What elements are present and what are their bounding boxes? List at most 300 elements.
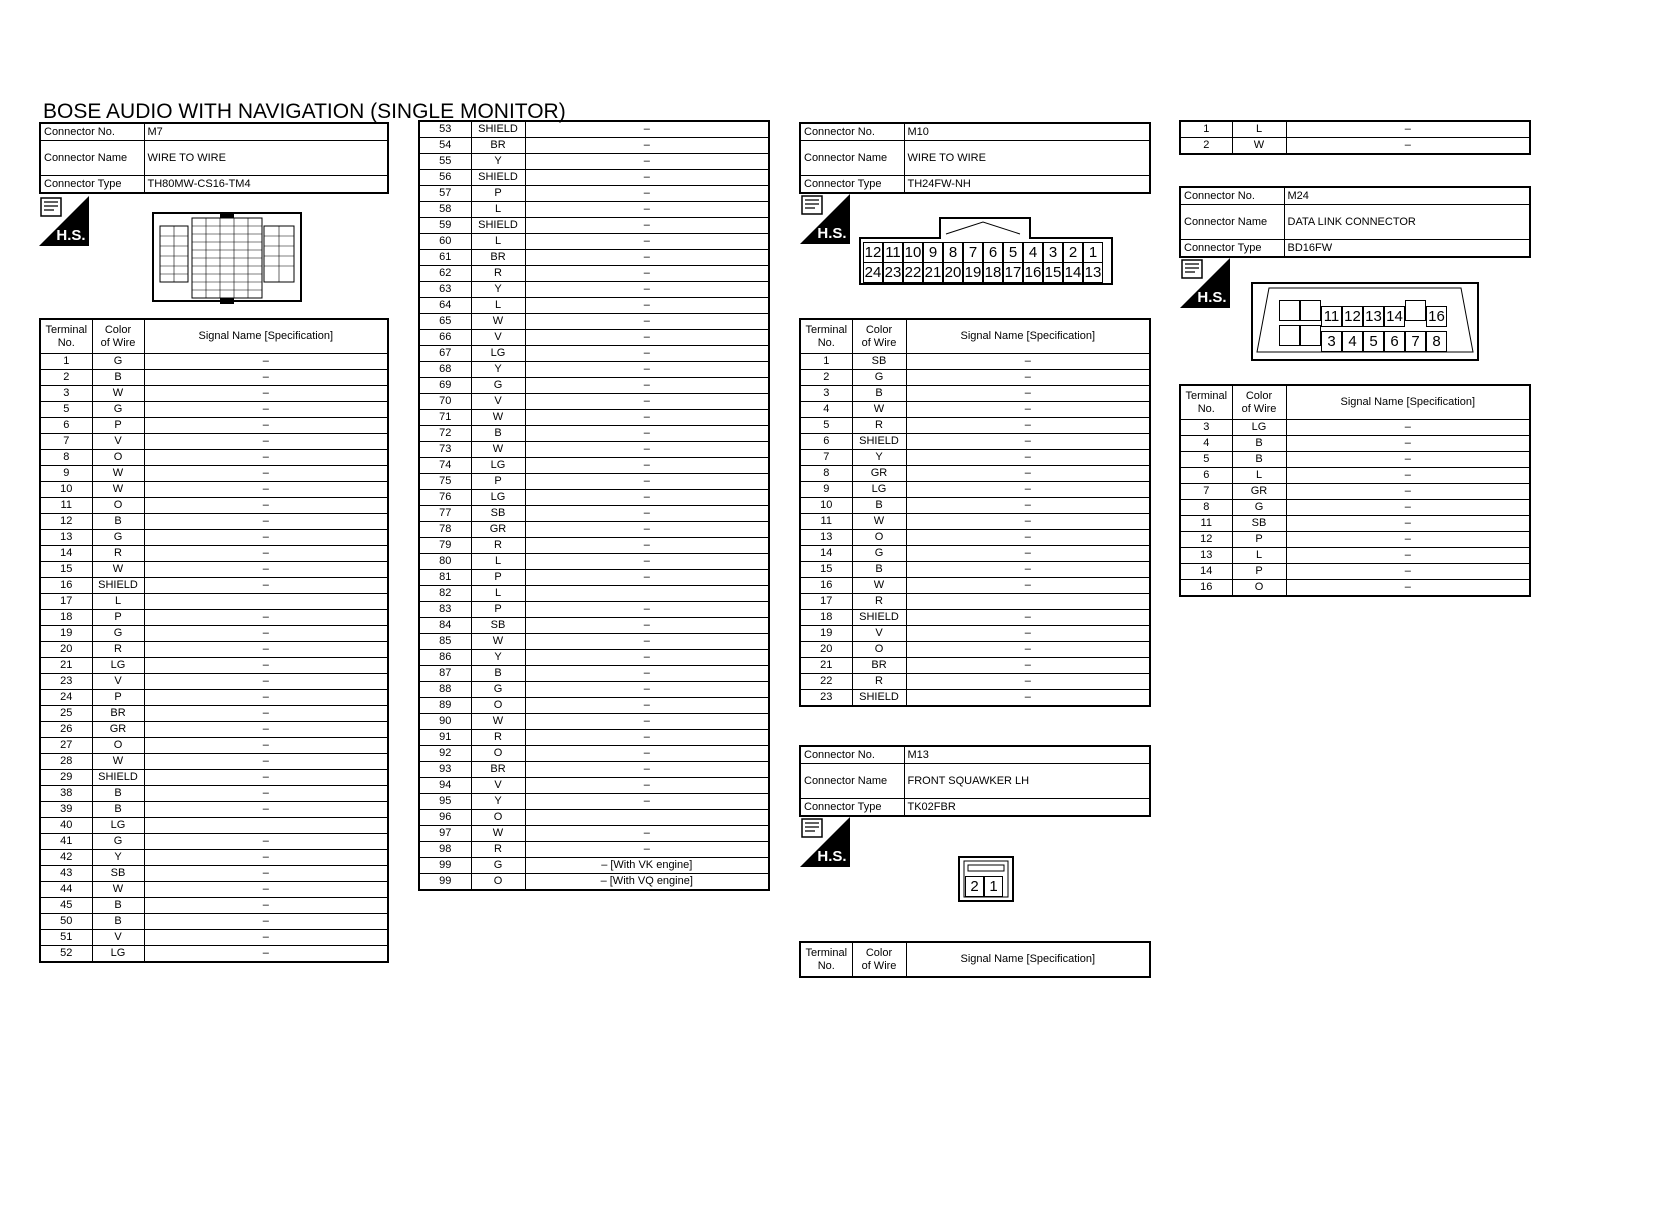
- signal-name-cell: –: [1286, 500, 1530, 516]
- connector-pin: 11: [883, 242, 903, 263]
- connector-type-label: Connector Type: [800, 799, 904, 817]
- signal-name-cell: –: [144, 482, 388, 498]
- terminal-no-cell: 2: [40, 370, 92, 386]
- signal-name-cell: –: [144, 754, 388, 770]
- signal-name-cell: –: [906, 354, 1150, 370]
- connector-name-label: Connector Name: [800, 764, 904, 799]
- signal-name-cell: –: [144, 946, 388, 963]
- signal-name-cell: –: [906, 674, 1150, 690]
- wire-color-cell: G: [471, 378, 525, 394]
- wire-color-cell: P: [92, 690, 144, 706]
- terminal-no-cell: 99: [419, 874, 471, 891]
- signal-name-cell: –: [906, 546, 1150, 562]
- connector-pin: [1279, 300, 1300, 321]
- terminal-no-cell: 12: [40, 514, 92, 530]
- terminal-no-cell: 6: [1180, 468, 1232, 484]
- table-row: [40, 434, 388, 450]
- m13-terminal-table-continued: [1179, 120, 1531, 155]
- connector-pin: 3: [1043, 242, 1063, 263]
- table-row: [419, 170, 769, 186]
- table-row: [40, 418, 388, 434]
- connector-no-label: Connector No.: [1180, 187, 1284, 205]
- signal-name-cell: –: [906, 562, 1150, 578]
- m7-connector-info: [39, 122, 389, 194]
- wire-color-cell: B: [852, 386, 906, 402]
- wire-color-cell: L: [1232, 121, 1286, 138]
- signal-name-cell: –: [906, 386, 1150, 402]
- wire-color-cell: P: [1232, 564, 1286, 580]
- terminal-no-cell: 6: [800, 434, 852, 450]
- wire-color-cell: P: [471, 602, 525, 618]
- table-row: [800, 562, 1150, 578]
- connector-pin: 6: [1384, 331, 1405, 352]
- table-row: [419, 394, 769, 410]
- signal-name-cell: –: [525, 506, 769, 522]
- table-row: [40, 402, 388, 418]
- terminal-no-cell: 18: [800, 610, 852, 626]
- connector-pin: 14: [1064, 264, 1082, 281]
- wire-color-cell: SB: [852, 354, 906, 370]
- wire-color-cell: R: [852, 418, 906, 434]
- terminal-no-cell: 17: [800, 594, 852, 610]
- wire-color-cell: W: [852, 578, 906, 594]
- wire-color-cell: O: [92, 450, 144, 466]
- wire-color-cell: GR: [852, 466, 906, 482]
- terminal-no-cell: 51: [40, 930, 92, 946]
- terminal-no-cell: 20: [800, 642, 852, 658]
- terminal-no-cell: 38: [40, 786, 92, 802]
- connector-name-value: DATA LINK CONNECTOR: [1284, 205, 1530, 240]
- signal-name-cell: –: [144, 402, 388, 418]
- table-row: [40, 802, 388, 818]
- signal-name-cell: –: [144, 802, 388, 818]
- wire-color-cell: G: [1232, 500, 1286, 516]
- signal-name-cell: –: [144, 418, 388, 434]
- terminal-no-cell: 75: [419, 474, 471, 490]
- signal-name-cell: –: [144, 786, 388, 802]
- hs-label: H.S.: [817, 848, 847, 865]
- wire-color-cell: V: [471, 778, 525, 794]
- table-row: [419, 650, 769, 666]
- m24-connector-info: [1179, 186, 1531, 258]
- wire-color-cell: P: [92, 610, 144, 626]
- terminal-no-cell: 65: [419, 314, 471, 330]
- table-row: [800, 482, 1150, 498]
- wire-color-cell: B: [1232, 452, 1286, 468]
- table-row: [1180, 564, 1530, 580]
- connector-no-value: M7: [144, 123, 388, 141]
- hs-label: H.S.: [56, 227, 86, 244]
- table-row: [419, 634, 769, 650]
- wire-color-cell: LG: [471, 346, 525, 362]
- table-row: [419, 522, 769, 538]
- terminal-no-header: Terminal No.: [800, 942, 852, 977]
- terminal-no-cell: 10: [800, 498, 852, 514]
- wire-color-cell: P: [471, 186, 525, 202]
- signal-name-cell: –: [525, 842, 769, 858]
- wire-color-cell: P: [471, 474, 525, 490]
- table-row: [419, 698, 769, 714]
- wire-color-cell: W: [852, 402, 906, 418]
- signal-name-cell: – [With VQ engine]: [525, 874, 769, 891]
- wire-color-cell: V: [92, 930, 144, 946]
- signal-name-cell: –: [144, 466, 388, 482]
- table-row: [40, 658, 388, 674]
- connector-pin: 13: [1363, 306, 1384, 327]
- table-row: [40, 786, 388, 802]
- connector-pin: 12: [1342, 306, 1363, 327]
- terminal-no-cell: 87: [419, 666, 471, 682]
- wire-color-cell: Y: [471, 650, 525, 666]
- table-row: [40, 498, 388, 514]
- connector-pin: 1: [984, 876, 1003, 897]
- terminal-no-cell: 78: [419, 522, 471, 538]
- wire-color-cell: W: [471, 442, 525, 458]
- table-row: [419, 474, 769, 490]
- signal-name-cell: –: [144, 722, 388, 738]
- table-row: [419, 410, 769, 426]
- table-row: [40, 386, 388, 402]
- terminal-no-cell: 39: [40, 802, 92, 818]
- table-row: [40, 850, 388, 866]
- m24-pin-row-bottom: [1279, 325, 1459, 352]
- table-row: [419, 746, 769, 762]
- signal-name-cell: –: [144, 450, 388, 466]
- wire-color-cell: P: [1232, 532, 1286, 548]
- wire-color-cell: O: [1232, 580, 1286, 597]
- connector-type-label: Connector Type: [40, 176, 144, 194]
- wire-color-cell: L: [471, 234, 525, 250]
- table-row: [800, 546, 1150, 562]
- terminal-no-cell: 96: [419, 810, 471, 826]
- table-row: [800, 514, 1150, 530]
- table-row: [419, 778, 769, 794]
- terminal-no-cell: 43: [40, 866, 92, 882]
- wire-color-cell: G: [852, 546, 906, 562]
- wire-color-cell: Y: [471, 282, 525, 298]
- terminal-no-header: Terminal No.: [800, 319, 852, 354]
- signal-name-cell: –: [525, 138, 769, 154]
- wire-color-cell: W: [92, 562, 144, 578]
- terminal-no-cell: 7: [800, 450, 852, 466]
- terminal-no-cell: 58: [419, 202, 471, 218]
- signal-name-cell: –: [525, 730, 769, 746]
- table-row: [419, 810, 769, 826]
- signal-name-cell: –: [525, 218, 769, 234]
- terminal-no-cell: 80: [419, 554, 471, 570]
- signal-name-cell: –: [144, 498, 388, 514]
- table-row: [1180, 548, 1530, 564]
- wire-color-cell: L: [471, 202, 525, 218]
- terminal-no-cell: 68: [419, 362, 471, 378]
- signal-name-cell: –: [525, 538, 769, 554]
- wire-color-cell: Y: [471, 362, 525, 378]
- table-row: [419, 138, 769, 154]
- signal-name-cell: –: [1286, 484, 1530, 500]
- signal-name-cell: –: [144, 546, 388, 562]
- terminal-no-cell: 3: [1180, 420, 1232, 436]
- connector-pin: 19: [964, 264, 982, 281]
- table-row: [800, 434, 1150, 450]
- wire-color-cell: Y: [852, 450, 906, 466]
- wire-color-cell: G: [92, 834, 144, 850]
- terminal-no-cell: 62: [419, 266, 471, 282]
- terminal-no-cell: 21: [40, 658, 92, 674]
- wire-color-cell: G: [92, 354, 144, 370]
- connector-type-value: TK02FBR: [904, 799, 1150, 817]
- wire-color-cell: GR: [471, 522, 525, 538]
- wire-color-cell: SHIELD: [92, 770, 144, 786]
- signal-name-cell: –: [144, 610, 388, 626]
- wire-color-cell: BR: [471, 250, 525, 266]
- wire-color-cell: W: [1232, 138, 1286, 155]
- table-row: [40, 930, 388, 946]
- wire-color-cell: SHIELD: [852, 690, 906, 707]
- wire-color-cell: W: [471, 634, 525, 650]
- signal-name-cell: –: [525, 202, 769, 218]
- connector-no-label: Connector No.: [800, 123, 904, 141]
- table-row: [800, 610, 1150, 626]
- signal-name-cell: –: [525, 330, 769, 346]
- table-row: [40, 370, 388, 386]
- wire-color-cell: G: [852, 370, 906, 386]
- signal-name-cell: [144, 594, 388, 610]
- signal-name-cell: –: [525, 314, 769, 330]
- wire-color-cell: W: [92, 754, 144, 770]
- terminal-no-header: Terminal No.: [1180, 385, 1232, 420]
- hs-connector-icon: [800, 194, 850, 244]
- wire-color-cell: W: [471, 314, 525, 330]
- terminal-no-cell: 89: [419, 698, 471, 714]
- signal-name-cell: –: [906, 658, 1150, 674]
- wire-color-cell: BR: [471, 762, 525, 778]
- table-row: [800, 418, 1150, 434]
- wire-color-cell: BR: [852, 658, 906, 674]
- connector-pin: 5: [1363, 331, 1384, 352]
- signal-name-cell: –: [1286, 516, 1530, 532]
- signal-name-cell: –: [525, 426, 769, 442]
- connector-pin: 16: [1426, 306, 1447, 327]
- connector-pin: 13: [1084, 264, 1102, 281]
- terminal-no-cell: 77: [419, 506, 471, 522]
- wire-color-cell: G: [471, 858, 525, 874]
- terminal-no-cell: 67: [419, 346, 471, 362]
- wire-color-cell: V: [471, 330, 525, 346]
- terminal-no-cell: 5: [1180, 452, 1232, 468]
- table-row: [419, 426, 769, 442]
- terminal-no-cell: 95: [419, 794, 471, 810]
- table-row: [800, 674, 1150, 690]
- terminal-no-cell: 91: [419, 730, 471, 746]
- wire-color-cell: L: [471, 298, 525, 314]
- terminal-no-cell: 7: [40, 434, 92, 450]
- table-row: [419, 330, 769, 346]
- terminal-no-header: Terminal No.: [40, 319, 92, 354]
- wire-color-cell: R: [852, 674, 906, 690]
- m7-terminal-table-continued: [418, 120, 770, 891]
- terminal-no-cell: 26: [40, 722, 92, 738]
- terminal-no-cell: 40: [40, 818, 92, 834]
- signal-name-cell: –: [906, 402, 1150, 418]
- signal-name-cell: –: [525, 378, 769, 394]
- terminal-no-cell: 83: [419, 602, 471, 618]
- terminal-no-cell: 76: [419, 490, 471, 506]
- table-row: [40, 674, 388, 690]
- terminal-no-cell: 82: [419, 586, 471, 602]
- wire-color-cell: O: [852, 530, 906, 546]
- table-row: [800, 402, 1150, 418]
- signal-name-cell: –: [144, 882, 388, 898]
- terminal-no-cell: 66: [419, 330, 471, 346]
- connector-type-label: Connector Type: [800, 176, 904, 194]
- terminal-no-cell: 42: [40, 850, 92, 866]
- terminal-no-cell: 74: [419, 458, 471, 474]
- table-row: [1180, 580, 1530, 597]
- table-row: [800, 354, 1150, 370]
- wire-color-cell: B: [92, 914, 144, 930]
- table-row: [419, 586, 769, 602]
- terminal-no-cell: 61: [419, 250, 471, 266]
- m7-terminal-table: [39, 318, 389, 963]
- terminal-no-cell: 22: [800, 674, 852, 690]
- wire-color-cell: B: [471, 426, 525, 442]
- signal-name-cell: –: [906, 434, 1150, 450]
- terminal-no-cell: 11: [800, 514, 852, 530]
- signal-name-cell: –: [906, 450, 1150, 466]
- terminal-no-cell: 84: [419, 618, 471, 634]
- wire-color-cell: L: [471, 586, 525, 602]
- terminal-no-cell: 60: [419, 234, 471, 250]
- table-row: [40, 946, 388, 963]
- table-row: [419, 154, 769, 170]
- table-row: [1180, 484, 1530, 500]
- terminal-no-cell: 69: [419, 378, 471, 394]
- table-row: [40, 898, 388, 914]
- connector-pin: 11: [1321, 306, 1342, 327]
- signal-name-cell: –: [1286, 138, 1530, 155]
- table-row: [419, 250, 769, 266]
- signal-name-cell: [525, 810, 769, 826]
- wire-color-cell: O: [471, 810, 525, 826]
- table-row: [1180, 436, 1530, 452]
- terminal-no-cell: 11: [1180, 516, 1232, 532]
- m13-connector-info: [799, 745, 1151, 817]
- connector-pin: 14: [1384, 306, 1405, 327]
- terminal-no-cell: 71: [419, 410, 471, 426]
- table-row: [40, 482, 388, 498]
- terminal-no-cell: 70: [419, 394, 471, 410]
- signal-name-cell: –: [1286, 548, 1530, 564]
- m10-connector-info: [799, 122, 1151, 194]
- terminal-no-cell: 19: [800, 626, 852, 642]
- terminal-no-cell: 8: [1180, 500, 1232, 516]
- hs-connector-icon: [1180, 258, 1230, 308]
- wire-color-cell: BR: [92, 706, 144, 722]
- signal-name-cell: –: [1286, 580, 1530, 597]
- wire-color-cell: W: [92, 482, 144, 498]
- color-of-wire-header: Color of Wire: [852, 319, 906, 354]
- table-row: [419, 570, 769, 586]
- terminal-no-cell: 90: [419, 714, 471, 730]
- table-row: [419, 378, 769, 394]
- signal-name-cell: –: [1286, 420, 1530, 436]
- wire-color-cell: L: [1232, 548, 1286, 564]
- signal-name-cell: –: [144, 834, 388, 850]
- table-row: [1180, 452, 1530, 468]
- signal-name-cell: –: [525, 778, 769, 794]
- wire-color-cell: B: [92, 898, 144, 914]
- terminal-no-cell: 85: [419, 634, 471, 650]
- table-row: [40, 546, 388, 562]
- wire-color-cell: SB: [92, 866, 144, 882]
- terminal-no-cell: 14: [1180, 564, 1232, 580]
- connector-pin: 10: [904, 244, 922, 261]
- connector-pin: 16: [1024, 264, 1042, 281]
- connector-pin: 18: [984, 264, 1002, 281]
- signal-name-cell: –: [525, 282, 769, 298]
- table-row: [1180, 516, 1530, 532]
- table-row: [800, 642, 1150, 658]
- terminal-no-cell: 99: [419, 858, 471, 874]
- connector-pin: 20: [944, 264, 962, 281]
- wire-color-cell: LG: [92, 946, 144, 963]
- connector-pin: 6: [983, 242, 1003, 263]
- terminal-no-cell: 16: [1180, 580, 1232, 597]
- wire-color-cell: Y: [92, 850, 144, 866]
- connector-pin: [1279, 325, 1300, 346]
- signal-name-cell: –: [144, 514, 388, 530]
- signal-name-cell: –: [525, 634, 769, 650]
- wire-color-cell: SHIELD: [852, 434, 906, 450]
- terminal-no-cell: 94: [419, 778, 471, 794]
- wire-color-cell: SB: [471, 618, 525, 634]
- wire-color-cell: P: [471, 570, 525, 586]
- terminal-no-cell: 98: [419, 842, 471, 858]
- terminal-no-cell: 5: [800, 418, 852, 434]
- signal-name-cell: –: [144, 434, 388, 450]
- table-row: [419, 298, 769, 314]
- wire-color-cell: W: [471, 410, 525, 426]
- signal-name-cell: –: [906, 418, 1150, 434]
- table-row: [419, 218, 769, 234]
- table-row: [40, 914, 388, 930]
- signal-name-cell: –: [144, 370, 388, 386]
- signal-name-cell: –: [525, 458, 769, 474]
- signal-name-cell: –: [144, 642, 388, 658]
- wire-color-cell: B: [92, 786, 144, 802]
- wire-color-cell: R: [471, 266, 525, 282]
- terminal-no-cell: 14: [40, 546, 92, 562]
- signal-name-cell: –: [525, 762, 769, 778]
- wire-color-cell: LG: [852, 482, 906, 498]
- m10-terminal-table: [799, 318, 1151, 707]
- hs-connector-icon: [800, 817, 850, 867]
- connector-pin: 8: [1426, 331, 1447, 352]
- table-row: [40, 594, 388, 610]
- signal-name-cell: –: [906, 370, 1150, 386]
- wire-color-cell: R: [92, 642, 144, 658]
- connector-name-value: WIRE TO WIRE: [144, 141, 388, 176]
- table-row: [800, 658, 1150, 674]
- table-row: [800, 530, 1150, 546]
- terminal-no-cell: 7: [1180, 484, 1232, 500]
- wire-color-cell: R: [471, 538, 525, 554]
- wire-color-cell: LG: [1232, 420, 1286, 436]
- table-row: [419, 874, 769, 891]
- wire-color-cell: BR: [471, 138, 525, 154]
- signal-name-cell: [906, 594, 1150, 610]
- wire-color-cell: O: [471, 698, 525, 714]
